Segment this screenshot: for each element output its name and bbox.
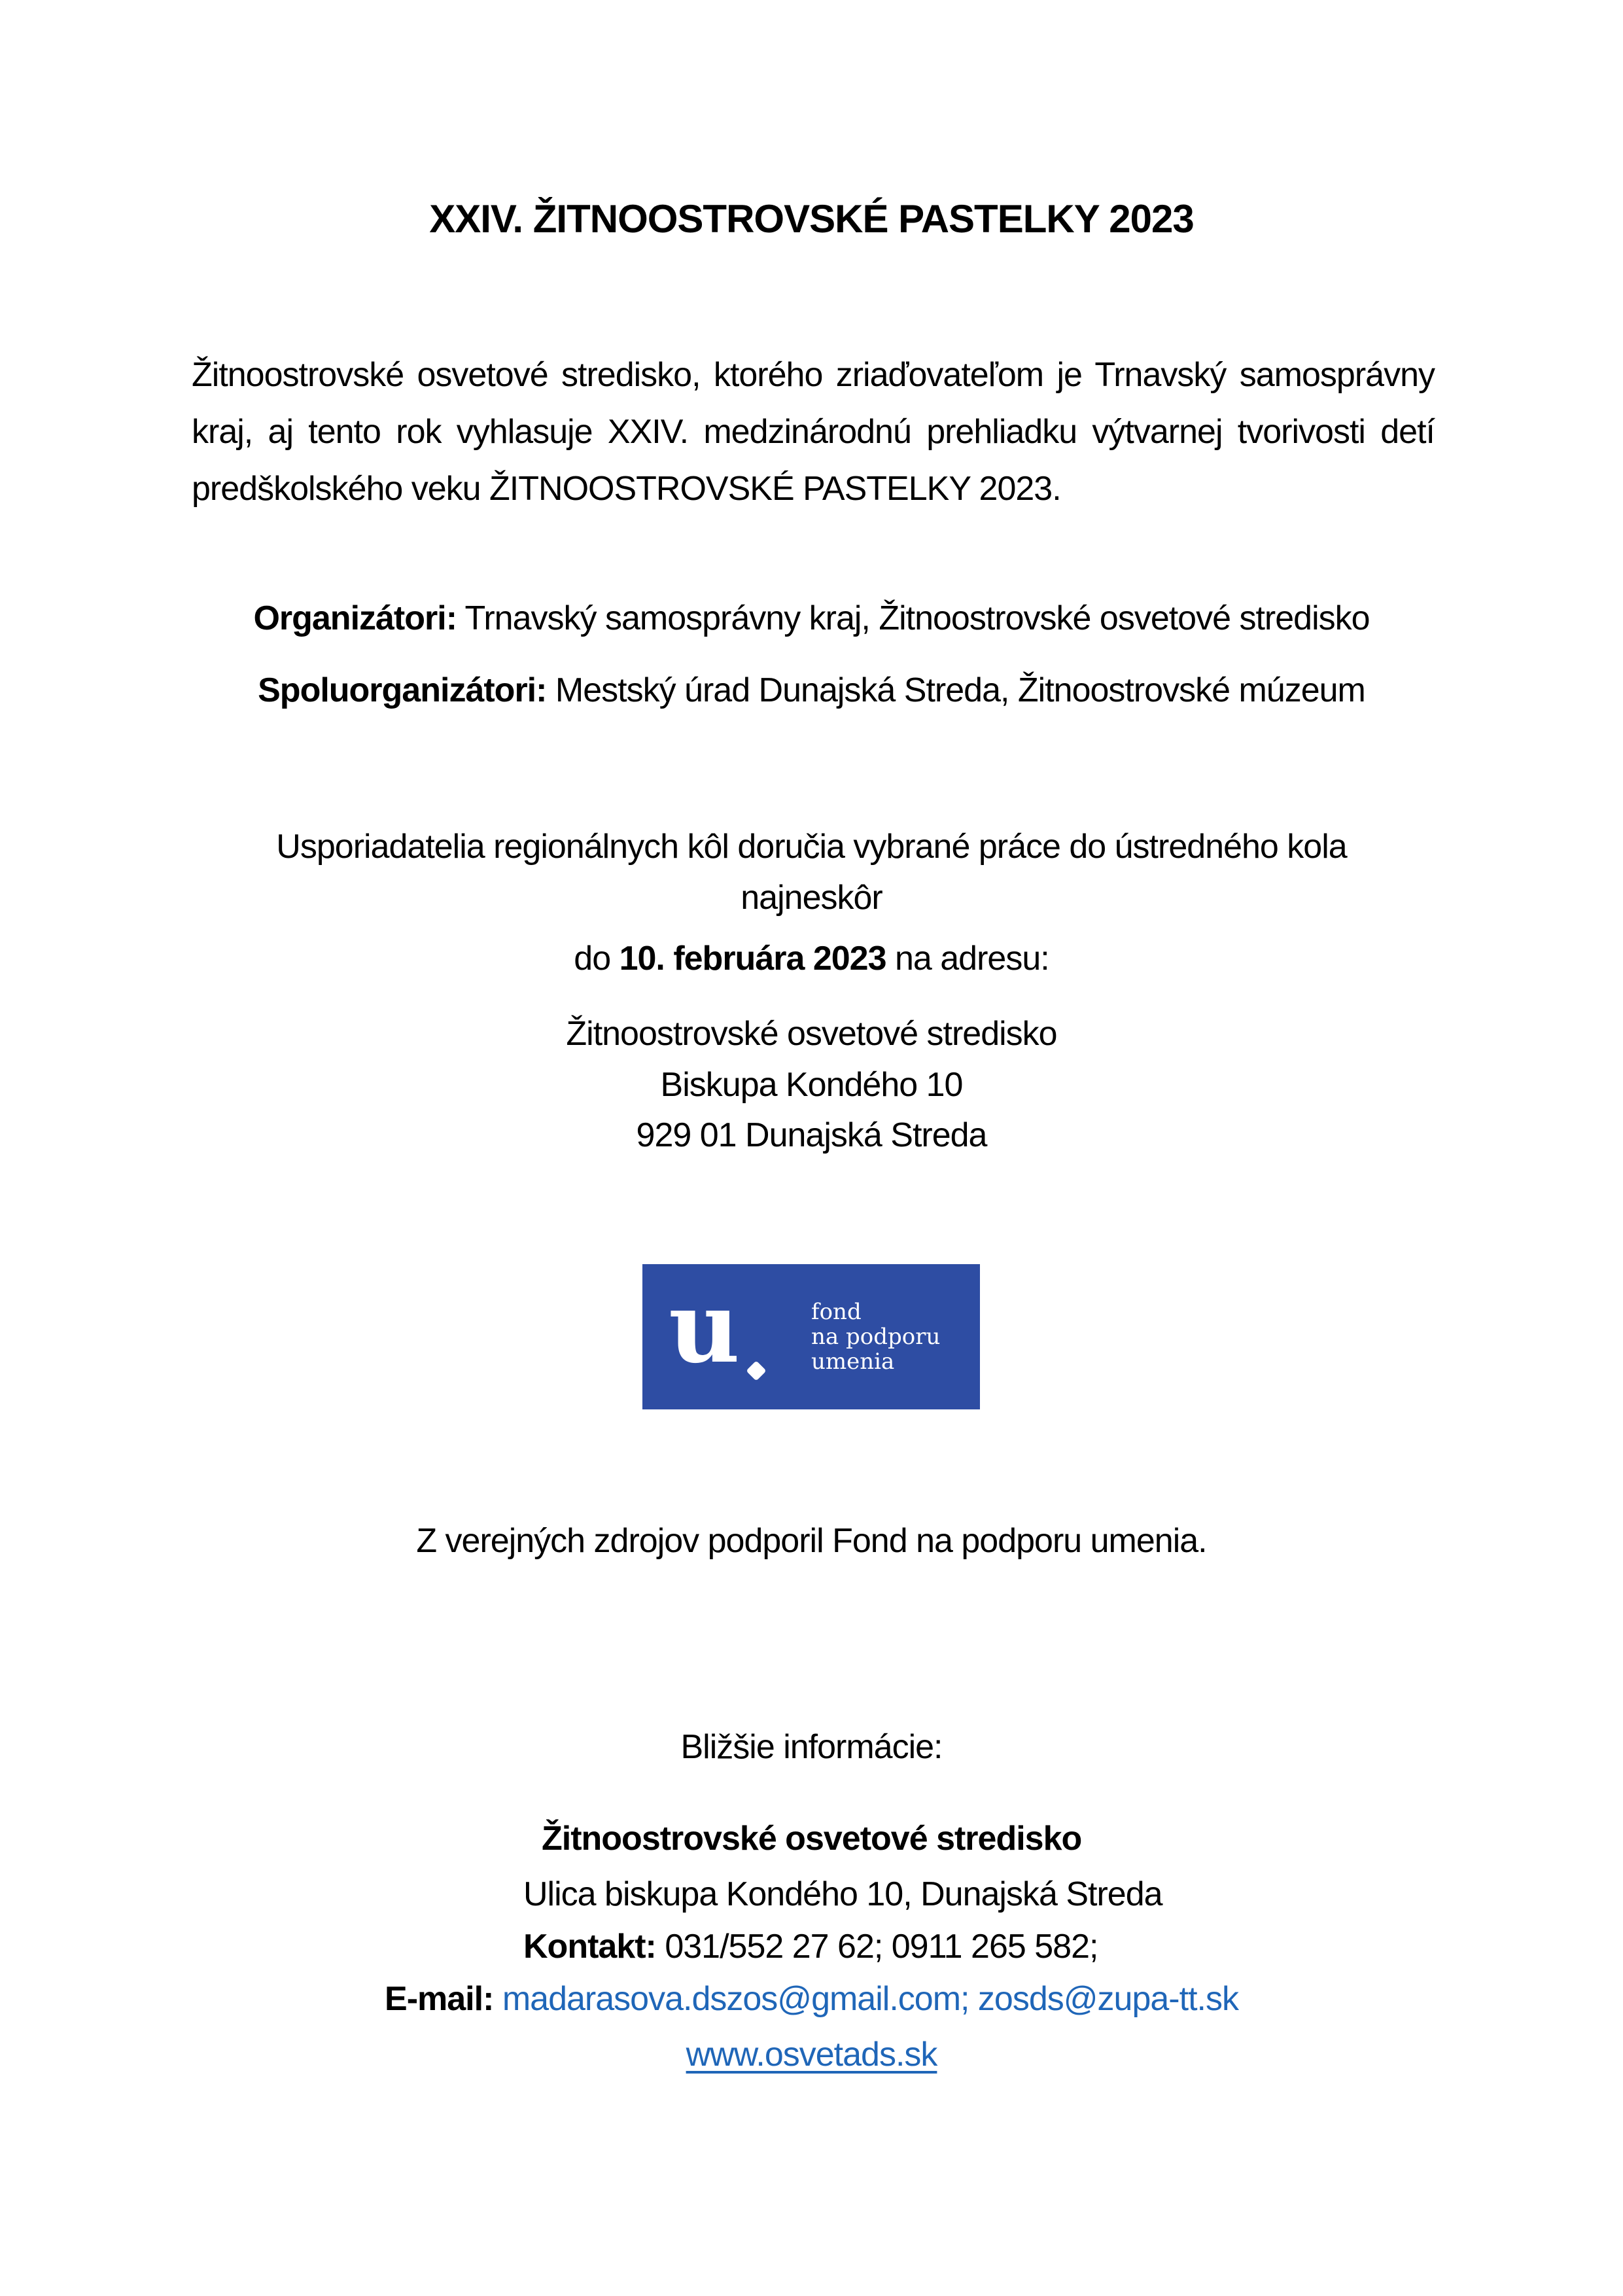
organizers-value: Trnavský samosprávny kraj, Žitnoostrovské osvetové stredisko (457, 599, 1370, 637)
contact-email-line (0, 1979, 1623, 2019)
logo-dot-icon (746, 1360, 766, 1381)
organizers-label: Organizátori: (253, 599, 457, 637)
email-link-2[interactable]: zosds@zupa-tt.sk (977, 1980, 1238, 2018)
fond-na-podporu-umenia-logo (642, 1264, 980, 1409)
email-link-1[interactable]: madarasova.dszos@gmail.com (502, 1980, 961, 2018)
address-line-3: 929 01 Dunajská Streda (636, 1116, 987, 1154)
logo-text-line-2: na podporu (811, 1324, 941, 1350)
support-statement: Z verejných zdrojov podporil Fond na podporu umenia. (416, 1522, 1207, 1560)
deadline-suffix: na adresu: (886, 940, 1049, 978)
website-line (0, 2035, 1623, 2074)
website-link[interactable]: www.osvetads.sk (686, 2036, 937, 2074)
more-info-label: Bližšie informácie: (680, 1728, 943, 1766)
deadline-prefix: do (574, 940, 620, 978)
phone-value: 031/552 27 62; 0911 265 582; (655, 1928, 1098, 1966)
email-label: E-mail: (385, 1980, 494, 2018)
delivery-text (0, 821, 1623, 923)
deadline-date: 10. februára 2023 (619, 940, 886, 978)
organizers-line (0, 599, 1623, 638)
delivery-text-body: Usporiadatelia regionálnych kôl doručia vybrané práce do ústredného kola najneskôr (276, 828, 1347, 917)
intro-paragraph: Žitnoostrovské osvetové stredisko, ktorého zriaďovateľom je Trnavský samosprávny kraj, aj tento rok vyhlasuje XXIV. medzinárodnú prehliadku výtvarnej tvorivosti detí predškolského veku ŽITNOOSTROVSKÉ PASTELKY 2023. (192, 356, 1435, 508)
logo-letter-u: u (669, 1270, 741, 1385)
address-line-1: Žitnoostrovské osvetové stredisko (566, 1015, 1057, 1053)
document-title: XXIV. ŽITNOOSTROVSKÉ PASTELKY 2023 (429, 197, 1194, 241)
address-line-2: Biskupa Kondého 10 (660, 1066, 963, 1104)
coorganizers-label: Spoluorganizátori: (258, 671, 547, 709)
logo-text-line-3: umenia (811, 1349, 895, 1375)
phone-label: Kontakt: (523, 1928, 656, 1966)
logo-text-line-1: fond (811, 1299, 862, 1325)
contact-street: Ulica biskupa Kondého 10, Dunajská Streda (523, 1875, 1162, 1913)
contact-org-name: Žitnoostrovské osvetové stredisko (542, 1820, 1082, 1858)
contact-phone-line (523, 1927, 1098, 1966)
coorganizers-line (0, 671, 1623, 710)
logo-text (811, 1299, 940, 1374)
deadline-line (0, 939, 1623, 978)
coorganizers-value: Mestský úrad Dunajská Streda, Žitnoostrovské múzeum (546, 671, 1365, 709)
email-separator: ; (960, 1980, 978, 2018)
